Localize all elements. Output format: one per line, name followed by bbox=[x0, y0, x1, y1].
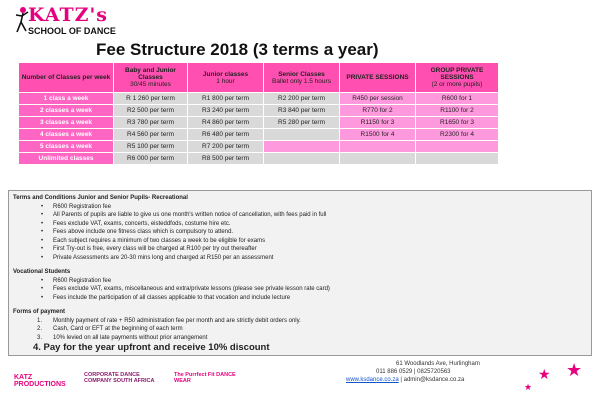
web-email-line: www.ksdance.co.za | admin@ksdance.co.za bbox=[346, 377, 465, 383]
logo-main-text: KATZ's bbox=[28, 4, 108, 26]
table-row bbox=[19, 129, 499, 141]
table-cell-empty bbox=[264, 141, 340, 153]
list-item: • R600 Registration fee bbox=[13, 203, 587, 212]
table-cell: R1 800 per term bbox=[188, 93, 264, 105]
table-cell: R3 840 per term bbox=[264, 105, 340, 117]
fee-table bbox=[18, 62, 499, 165]
footer-logos bbox=[14, 372, 254, 396]
row-label: 2 classes a week bbox=[19, 105, 114, 117]
table-cell: R2 500 per term bbox=[114, 105, 188, 117]
header-baby-junior: Baby and Junior Classes 30/45 minutes bbox=[114, 63, 188, 93]
payment-heading: Forms of payment bbox=[13, 309, 66, 315]
table-row bbox=[19, 93, 499, 105]
table-cell: R2300 for 4 bbox=[416, 129, 499, 141]
table-cell: R3 780 per term bbox=[114, 117, 188, 129]
katz-productions-logo: KATZ PRODUCTIONS bbox=[14, 374, 66, 388]
fee-table-header-row bbox=[19, 63, 499, 93]
list-item: • All Parents of pupils are liable to give us one month's written notice of cancellation, with fees paid in full bbox=[13, 211, 587, 220]
discount-highlight: 4. Pay for the year upfront and receive 10% discount bbox=[33, 342, 270, 353]
list-item: • Fees exclude VAT, exams, miscellaneous and extra/private lessons (please see private lesson rate card) bbox=[13, 285, 587, 294]
table-cell-empty bbox=[340, 141, 416, 153]
list-item: • Fees exclude VAT, exams, concerts, eisteddfods, costume hire etc. bbox=[13, 220, 587, 229]
header-private: PRIVATE SESSIONS bbox=[340, 63, 416, 93]
table-cell-empty bbox=[264, 129, 340, 141]
row-label: 4 classes a week bbox=[19, 129, 114, 141]
table-cell: R5 280 per term bbox=[264, 117, 340, 129]
table-cell: R1500 for 4 bbox=[340, 129, 416, 141]
row-label: 1 class a week bbox=[19, 93, 114, 105]
table-cell: R4 560 per term bbox=[114, 129, 188, 141]
star-icon: ★ bbox=[566, 360, 583, 380]
list-item: • Each subject requires a minimum of two classes a week to be eligible for exams bbox=[13, 237, 587, 246]
terms-box bbox=[8, 190, 592, 356]
list-item: • First Try-out is free, every class will be charged at R100 per try out thereafter bbox=[13, 245, 587, 254]
header-senior: Senior Classes Ballet only 1.5 hours bbox=[264, 63, 340, 93]
address: 61 Woodlands Ave, Hurlingham bbox=[396, 361, 480, 367]
table-cell: R1100 for 2 bbox=[416, 105, 499, 117]
table-row bbox=[19, 141, 499, 153]
table-cell: R2 200 per term bbox=[264, 93, 340, 105]
table-cell: R 1 260 per term bbox=[114, 93, 188, 105]
phone-numbers: 011 886 0529 | 0825720563 bbox=[376, 369, 451, 375]
table-cell-empty bbox=[416, 153, 499, 165]
row-label: 5 classes a week bbox=[19, 141, 114, 153]
list-item: • R600 Registration fee bbox=[13, 277, 587, 286]
table-row bbox=[19, 105, 499, 117]
table-cell: R600 for 1 bbox=[416, 93, 499, 105]
table-cell: R450 per session bbox=[340, 93, 416, 105]
table-cell: R3 240 per term bbox=[188, 105, 264, 117]
list-item: • Fees include the participation of all classes applicable to that vocation and include lecture bbox=[13, 294, 587, 303]
list-item: • Private Assessments are 20-30 mins long and charged at R150 per an assessment bbox=[13, 254, 587, 263]
table-cell: R1150 for 3 bbox=[340, 117, 416, 129]
table-cell: R5 100 per term bbox=[114, 141, 188, 153]
header-classes-per-week: Number of Classes per week bbox=[19, 63, 114, 93]
header-junior: Junior classes 1 hour bbox=[188, 63, 264, 93]
star-icon: ★ bbox=[538, 366, 551, 382]
table-cell: R6 000 per term bbox=[114, 153, 188, 165]
table-cell-empty bbox=[264, 153, 340, 165]
table-cell: R6 480 per term bbox=[188, 129, 264, 141]
header-group-private: GROUP PRIVATE SESSIONS (2 or more pupils) bbox=[416, 63, 499, 93]
vocational-heading: Vocational Students bbox=[13, 269, 71, 275]
table-cell: R7 200 per term bbox=[188, 141, 264, 153]
table-row bbox=[19, 153, 499, 165]
table-cell-empty bbox=[340, 153, 416, 165]
logo-sub-text: SCHOOL OF DANCE bbox=[28, 26, 116, 36]
list-item: • Fees above include one fitness class which is compulsory to attend. bbox=[13, 228, 587, 237]
list-item: 1. Monthly payment of rate + R50 administration fee per month and are strictly debit orders only. bbox=[37, 317, 301, 324]
star-icon: ★ bbox=[524, 382, 533, 392]
row-label: 3 classes a week bbox=[19, 117, 114, 129]
katz-logo bbox=[10, 4, 150, 40]
table-cell: R8 500 per term bbox=[188, 153, 264, 165]
row-label: Unlimited classes bbox=[19, 153, 114, 165]
purrfect-fit-logo: The Purrfect Fit DANCE WEAR bbox=[174, 372, 236, 384]
table-cell-empty bbox=[416, 141, 499, 153]
table-row bbox=[19, 117, 499, 129]
table-cell: R4 860 per term bbox=[188, 117, 264, 129]
page-title: Fee Structure 2018 (3 terms a year) bbox=[96, 40, 379, 59]
table-cell: R1650 for 3 bbox=[416, 117, 499, 129]
website-link[interactable]: www.ksdance.co.za bbox=[346, 377, 399, 383]
list-item: 3. 10% levied on all late payments without prior arrangement bbox=[37, 334, 208, 341]
corporate-dance-logo: CORPORATE DANCE COMPANY SOUTH AFRICA bbox=[84, 372, 155, 384]
list-item: 2. Cash, Card or EFT at the beginning of each term bbox=[37, 326, 183, 332]
junior-terms-heading: Terms and Conditions Junior and Senior Pupils- Recreational bbox=[13, 195, 188, 201]
contact-info bbox=[346, 360, 480, 384]
table-cell: R770 for 2 bbox=[340, 105, 416, 117]
email-text[interactable]: admin@ksdance.co.za bbox=[403, 377, 465, 383]
